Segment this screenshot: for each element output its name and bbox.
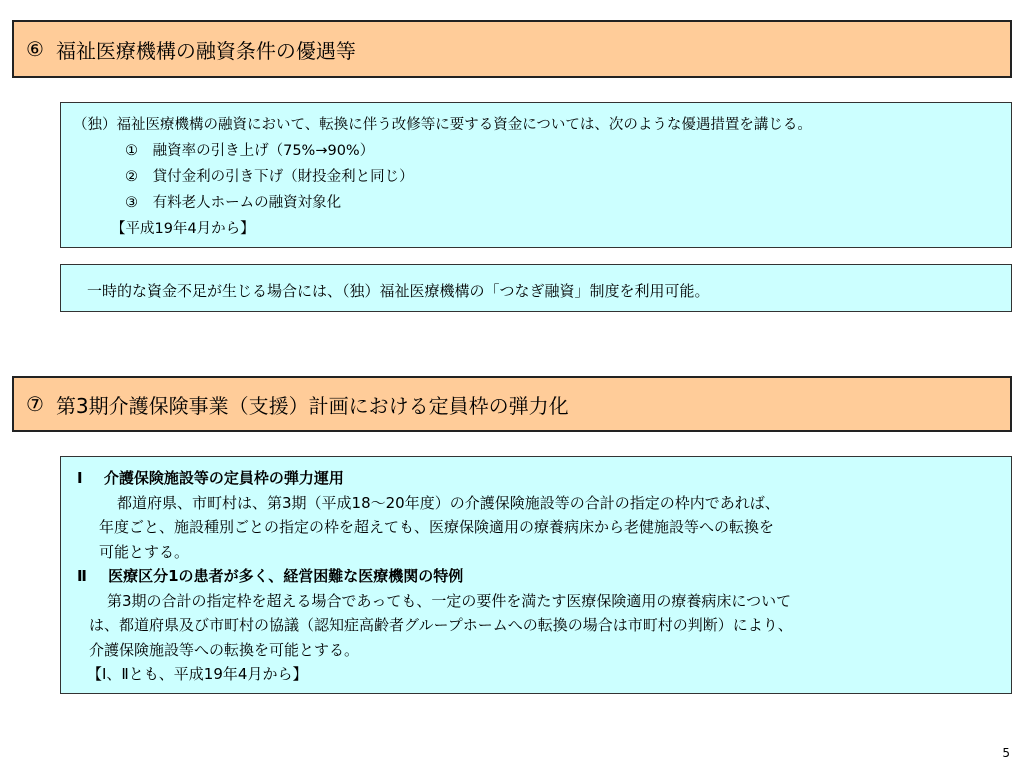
section6-bridge-loan-box [60, 264, 1012, 312]
part2-line: 介護保険施設等への転換を可能とする。 [89, 640, 360, 659]
measures-intro: （独）福祉医療機構の融資において、転換に伴う改修等に要する資金については、次のような優遇措置を講じる。 [73, 117, 812, 133]
section6-measures-box [60, 102, 1012, 248]
part2-heading [77, 564, 1011, 589]
measures-effective-date: 【平成19年4月から】 [111, 221, 255, 237]
part1-marker: Ⅰ [77, 469, 83, 487]
section7-title: 第3期介護保険事業（支援）計画における定員枠の弾力化 [55, 393, 569, 418]
part1-line: 可能とする。 [99, 542, 190, 561]
part1-line: 都道府県、市町村は、第3期（平成18～20年度）の介護保険施設等の合計の指定の枠内であれば、 [117, 493, 780, 512]
part1-line: 年度ごと、施設種別ごとの指定の枠を超えても、医療保険適用の療養病床から老健施設等への転換を [99, 518, 775, 536]
part2-title: 医療区分1の患者が多く、経営困難な医療機関の特例 [108, 567, 464, 585]
measure-item: ① 融資率の引き上げ（75%→90%） [125, 143, 375, 159]
part2-line: 第3期の合計の指定枠を超える場合であっても、一定の要件を満たす医療保険適用の療養病床について [107, 591, 792, 610]
section7-header [12, 376, 1012, 432]
section7-content-box [60, 456, 1012, 694]
part2-marker: Ⅱ [77, 567, 87, 585]
section6-header [12, 20, 1012, 78]
measure-item: ③ 有料老人ホームの融資対象化 [125, 195, 342, 211]
section6-number: ⑥ [26, 37, 44, 61]
bridge-loan-text: 一時的な資金不足が生じる場合には、（独）福祉医療機構の「つなぎ融資」制度を利用可能。 [87, 282, 710, 300]
section7-effective-date: 【Ⅰ、Ⅱとも、平成19年4月から】 [87, 665, 308, 683]
section6-title: 福祉医療機構の融資条件の優遇等 [55, 38, 356, 63]
part2-line: は、都道府県及び市町村の協議（認知症高齢者グループホームへの転換の場合は市町村の判断）により、 [89, 616, 793, 634]
part1-heading [77, 466, 1011, 491]
measure-item: ② 貸付金利の引き下げ（財投金利と同じ） [125, 169, 414, 185]
part1-title: 介護保険施設等の定員枠の弾力運用 [103, 469, 344, 487]
page-number: 5 [1002, 746, 1010, 760]
section7-number: ⑦ [26, 392, 44, 416]
